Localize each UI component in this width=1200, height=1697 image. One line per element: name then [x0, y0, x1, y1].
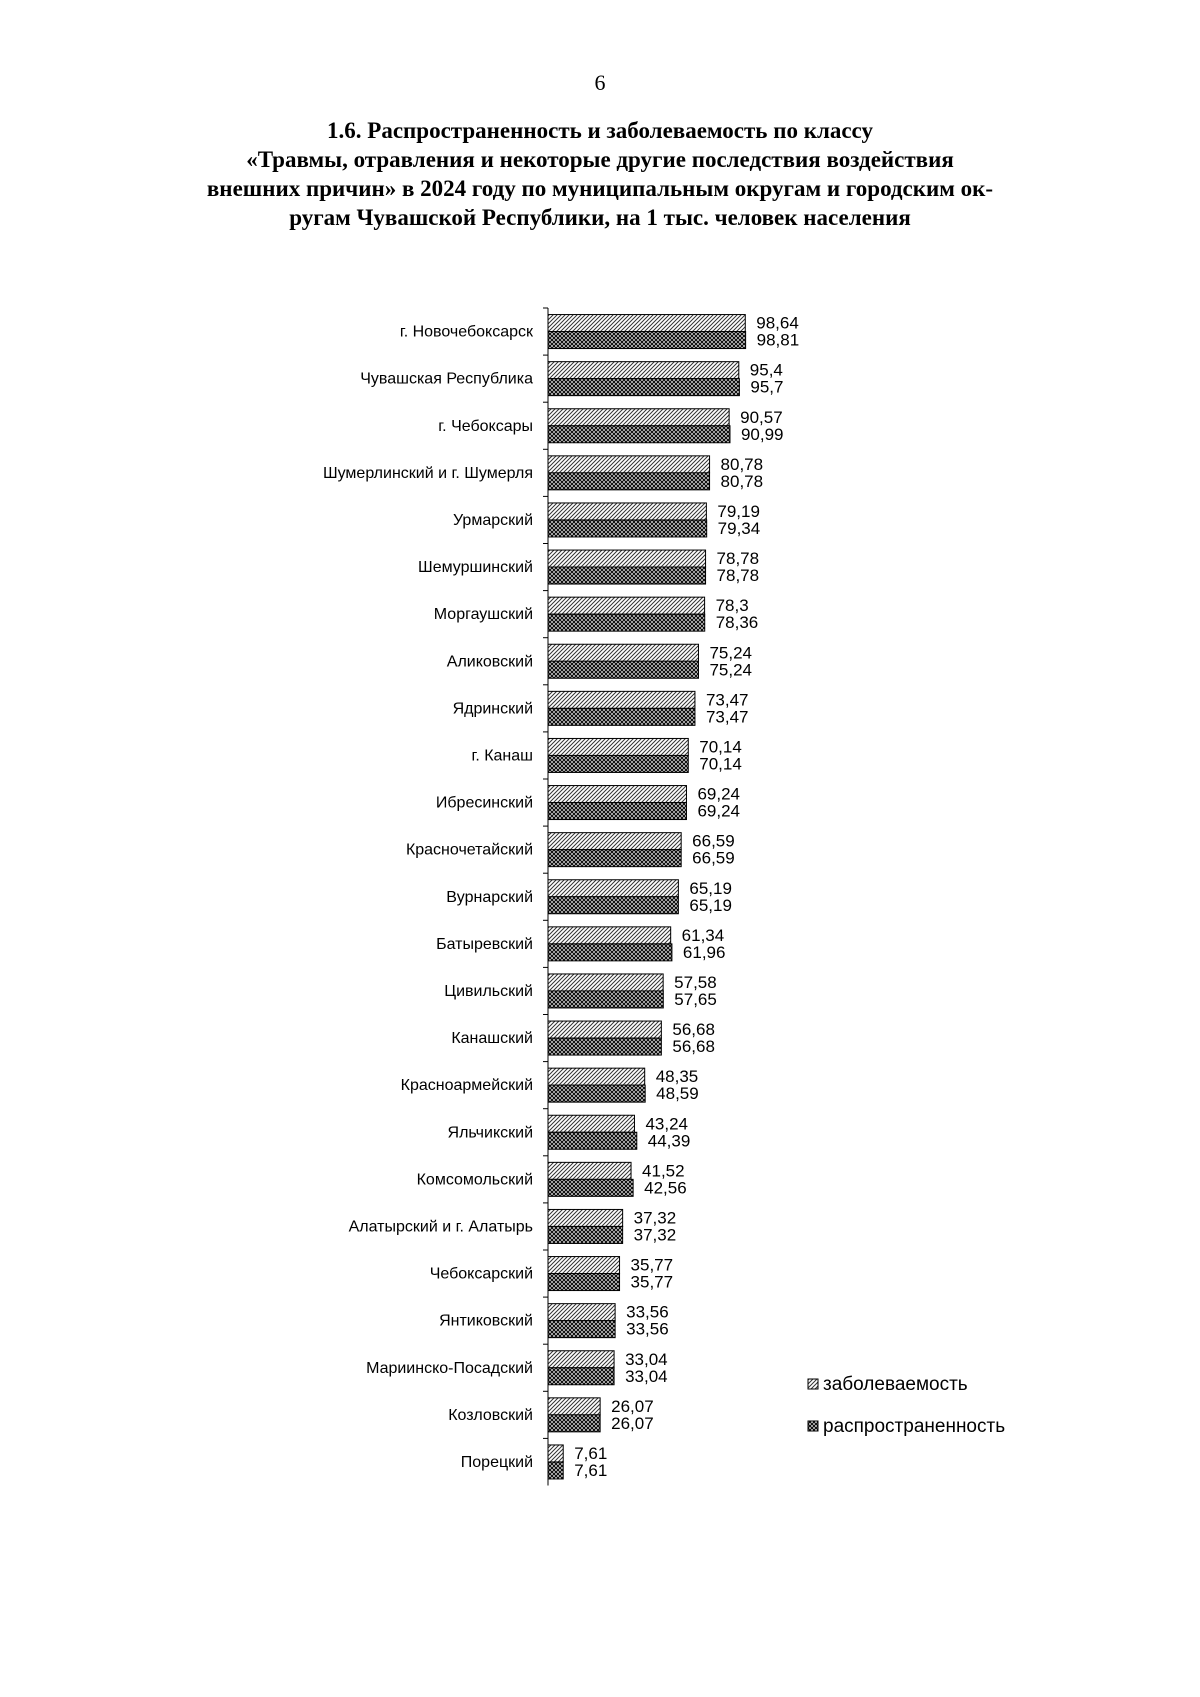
bar-incidence [548, 1209, 623, 1226]
data-label: 70,14 [699, 754, 742, 774]
category-label: Порецкий [460, 1453, 533, 1471]
data-label: 80,78 [720, 454, 764, 474]
bar-incidence [548, 786, 686, 803]
category-label: Чувашская Республика [360, 370, 533, 388]
category-label: Урмарский [452, 511, 533, 529]
data-label: 48,35 [655, 1067, 699, 1087]
category-label: г. Новочебоксарск [399, 323, 533, 341]
bar-prevalence [548, 803, 686, 820]
data-label: 65,19 [689, 878, 732, 898]
data-label: 78,78 [716, 549, 760, 569]
data-label: 69,24 [697, 784, 741, 804]
data-label: 79,34 [717, 518, 761, 538]
bar-prevalence [548, 991, 663, 1008]
page-number: 6 [594, 70, 606, 95]
category-label: Ибресинский [435, 794, 533, 812]
data-label: 61,96 [682, 942, 726, 962]
bar-prevalence [548, 520, 707, 537]
legend-swatch [808, 1421, 818, 1431]
bar-prevalence [548, 426, 730, 443]
data-label: 75,24 [709, 643, 753, 663]
bar-prevalence [548, 1226, 623, 1243]
data-label: 26,07 [611, 1396, 654, 1416]
bar-prevalence [548, 1179, 633, 1196]
category-label: Канашский [451, 1030, 533, 1048]
bar-incidence [548, 1445, 563, 1462]
category-label: Ядринский [452, 700, 533, 718]
title-line-2: «Травмы, отравления и некоторые другие последствия воздействия [246, 147, 954, 172]
bar-prevalence [548, 850, 681, 867]
data-label: 57,65 [674, 989, 717, 1009]
bar-incidence [548, 1304, 615, 1321]
bar-prevalence [548, 1368, 614, 1385]
data-label: 73,47 [705, 690, 749, 710]
bar-incidence [548, 833, 681, 850]
category-label: Козловский [448, 1406, 533, 1424]
data-label: 42,56 [644, 1178, 687, 1198]
category-label: Шемуршинский [418, 559, 533, 577]
data-label: 79,19 [717, 501, 760, 521]
category-label: Янтиковский [439, 1312, 533, 1330]
data-label: 33,04 [625, 1349, 668, 1369]
data-label: 37,32 [633, 1208, 677, 1228]
bar-prevalence [548, 332, 746, 349]
data-label: 80,78 [720, 471, 764, 491]
category-label: Алатырский и г. Алатырь [348, 1218, 533, 1236]
data-label: 90,99 [740, 424, 784, 444]
data-label: 26,07 [611, 1413, 654, 1433]
category-label: Цивильский [444, 982, 533, 1000]
category-label: г. Канаш [471, 747, 533, 765]
data-label: 56,68 [672, 1037, 715, 1057]
bar-prevalence [548, 1085, 645, 1102]
bar-incidence [548, 1115, 634, 1132]
bar-incidence [548, 644, 698, 661]
category-label: Комсомольский [416, 1171, 533, 1189]
data-label: 37,32 [633, 1225, 677, 1245]
data-label: 69,24 [697, 801, 741, 821]
data-label: 41,52 [642, 1161, 685, 1181]
bar-prevalence [548, 379, 739, 396]
data-label: 78,3 [715, 596, 749, 616]
category-label: Шумерлинский и г. Шумерля [322, 464, 533, 482]
bar-prevalence [548, 473, 710, 490]
data-label: 75,24 [709, 660, 753, 680]
bar-incidence [548, 503, 706, 520]
bar-incidence [548, 927, 671, 944]
bar-prevalence [548, 944, 672, 961]
category-label: Мариинско-Посадский [366, 1359, 533, 1377]
data-label: 35,77 [630, 1272, 674, 1292]
bar-incidence [548, 1398, 600, 1415]
data-label: 35,77 [630, 1255, 674, 1275]
title-line-4: ругам Чувашской Республики, на 1 тыс. человек населения [289, 205, 911, 230]
data-label: 78,78 [716, 566, 760, 586]
data-label: 95,4 [749, 360, 783, 380]
bar-prevalence [548, 1038, 661, 1055]
bar-incidence [548, 550, 706, 567]
data-label: 33,04 [625, 1366, 668, 1386]
bar-prevalence [548, 755, 688, 772]
data-label: 48,59 [656, 1084, 699, 1104]
data-label: 33,56 [626, 1302, 669, 1322]
data-label: 44,39 [647, 1131, 691, 1151]
bar-incidence [548, 456, 710, 473]
data-label: 66,59 [692, 831, 735, 851]
bar-prevalence [548, 661, 698, 678]
bar-prevalence [548, 614, 705, 631]
bar-incidence [548, 691, 695, 708]
bar-incidence [548, 315, 745, 332]
category-label: Моргаушский [433, 606, 533, 624]
data-label: 65,19 [689, 895, 732, 915]
data-label: 98,81 [756, 330, 800, 350]
data-label: 66,59 [692, 848, 735, 868]
bar-prevalence [548, 1415, 600, 1432]
category-label: Вурнарский [446, 888, 533, 906]
bar-incidence [548, 362, 739, 379]
title-line-3: внешних причин» в 2024 году по муниципальным округам и городским ок- [206, 176, 994, 201]
bar-prevalence [548, 897, 678, 914]
category-label: Чебоксарский [429, 1265, 533, 1283]
legend-swatch [808, 1379, 818, 1389]
data-label: 78,36 [715, 613, 759, 633]
bar-incidence [548, 974, 663, 991]
category-label: Яльчикский [447, 1124, 533, 1142]
data-label: 57,58 [674, 972, 717, 992]
category-label: Красноармейский [400, 1077, 533, 1095]
bar-incidence [548, 1257, 620, 1274]
bar-incidence [548, 409, 729, 426]
data-label: 70,14 [699, 737, 742, 757]
bar-incidence [548, 880, 678, 897]
data-label: 95,7 [750, 377, 784, 397]
bar-prevalence [548, 1132, 637, 1149]
bar-incidence [548, 597, 705, 614]
category-label: г. Чебоксары [438, 417, 533, 435]
legend-label: распространенность [823, 1416, 1006, 1437]
title-line-1: 1.6. Распространенность и заболеваемость по классу [327, 118, 873, 143]
bar-prevalence [548, 1321, 615, 1338]
data-label: 33,56 [626, 1319, 669, 1339]
bar-incidence [548, 738, 688, 755]
bar-prevalence [548, 708, 695, 725]
bar-incidence [548, 1351, 614, 1368]
category-label: Батыревский [436, 935, 533, 953]
bar-incidence [548, 1068, 645, 1085]
data-label: 56,68 [672, 1020, 715, 1040]
data-label: 98,64 [756, 313, 799, 333]
bar-prevalence [548, 1274, 620, 1291]
legend-label: заболеваемость [823, 1374, 968, 1395]
data-label: 73,47 [705, 707, 749, 727]
bar-incidence [548, 1162, 631, 1179]
bar-prevalence [548, 567, 706, 584]
category-label: Красночетайский [405, 841, 533, 859]
bar-prevalence [548, 1462, 563, 1479]
data-label: 7,61 [574, 1460, 608, 1480]
data-label: 61,34 [681, 925, 725, 945]
data-label: 7,61 [574, 1443, 608, 1463]
data-label: 43,24 [645, 1114, 689, 1134]
data-label: 90,57 [740, 407, 783, 427]
category-label: Аликовский [446, 653, 533, 671]
bar-incidence [548, 1021, 661, 1038]
